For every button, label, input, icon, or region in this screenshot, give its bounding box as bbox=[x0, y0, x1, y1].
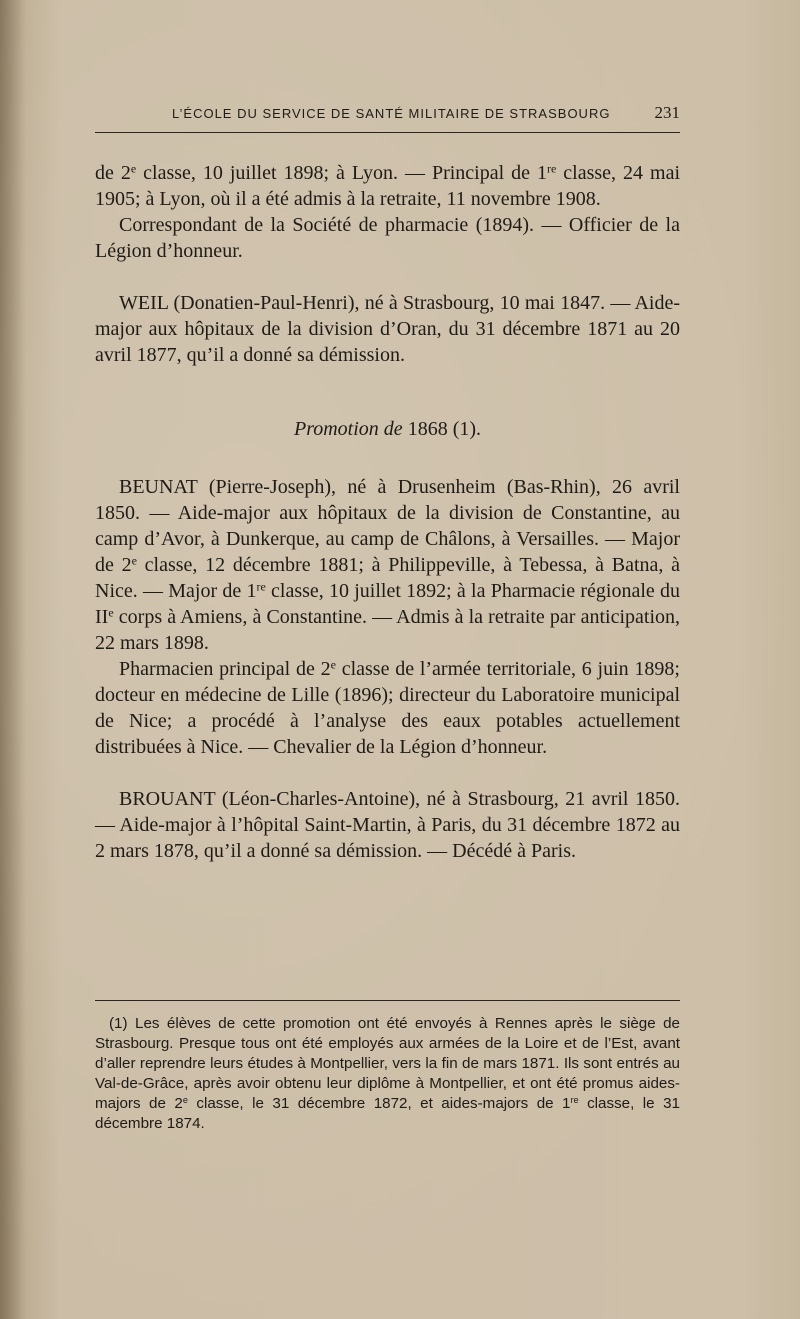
footnote-text: (1) Les élèves de cette promotion ont été envoyés à Rennes après le siège de Strasbourg. Presque tous ont été employés aux armées de la Loire et de l’Est, avant d’aller reprendre leurs études à Montpellier, vers la fin de mars 1871. Ils sont entrés au Val-de-Grâce, après avoir obtenu leur diplôme à Montpellier, et ont été promus aides-majors de 2e classe, le 31 décembre 1872, et aides-majors de 1re classe, le 31 décembre 1874. bbox=[95, 1015, 680, 1132]
paragraph-pharmacien: Pharmacien principal de 2e classe de l’armée territoriale, 6 juin 1898; docteur en médecine de Lille (1896); directeur du Laboratoire municipal de Nice; a procédé à l’analyse des eaux potables actuellement distribuées à Nice. — Chevalier de la Légion d’honneur. bbox=[95, 657, 680, 758]
entry-brouant: BROUANT (Léon-Charles-Antoine), né à Strasbourg, 21 avril 1850. — Aide-major à l’hôpital Saint-Martin, à Paris, du 31 décembre 1872 au 2 mars 1878, qu’il a donné sa démission. — Décédé à Paris. bbox=[95, 788, 680, 862]
footnote bbox=[95, 1014, 680, 1134]
heading-year: 1868 (1). bbox=[407, 418, 482, 440]
page-number: 231 bbox=[654, 103, 680, 122]
section-heading bbox=[95, 416, 680, 442]
paragraph-correspondant: Correspondant de la Société de pharmacie (1894). — Officier de la Légion d’honneur. bbox=[95, 214, 680, 262]
entry-weil: WEIL (Donatien-Paul-Henri), né à Strasbourg, 10 mai 1847. — Aide-major aux hôpitaux de la division d’Oran, du 31 décembre 1871 au 20 avril 1877, qu’il a donné sa démission. bbox=[95, 292, 680, 366]
heading-label: Promotion de bbox=[293, 418, 403, 440]
binding-shadow bbox=[0, 0, 26, 1319]
entry-beunat: BEUNAT (Pierre-Joseph), né à Drusenheim (Bas-Rhin), 26 avril 1850. — Aide-major aux hôpitaux de la division de Constantine, au camp d’Avor, à Dunkerque, au camp de Châlons, à Versailles. — Major de 2e classe, 12 décembre 1881; à Philippeville, à Tebessa, à Batna, à Nice. — Major de 1re classe, 10 juillet 1892; à la Pharmacie régionale du IIe corps à Amiens, à Constantine. — Admis à la retraite par anticipation, 22 mars 1898. bbox=[95, 476, 680, 654]
paragraph-continuation: de 2e classe, 10 juillet 1898; à Lyon. — Principal de 1re classe, 24 mai 1905; à Lyon, où il a été admis à la retraite, 11 novembre 1908. bbox=[95, 161, 680, 210]
running-head-title: L’ÉCOLE DU SERVICE DE SANTÉ MILITAIRE DE STRASBOURG bbox=[172, 106, 611, 121]
body-text bbox=[95, 160, 680, 864]
footnote-rule bbox=[95, 1000, 680, 1001]
header-rule bbox=[95, 132, 680, 133]
